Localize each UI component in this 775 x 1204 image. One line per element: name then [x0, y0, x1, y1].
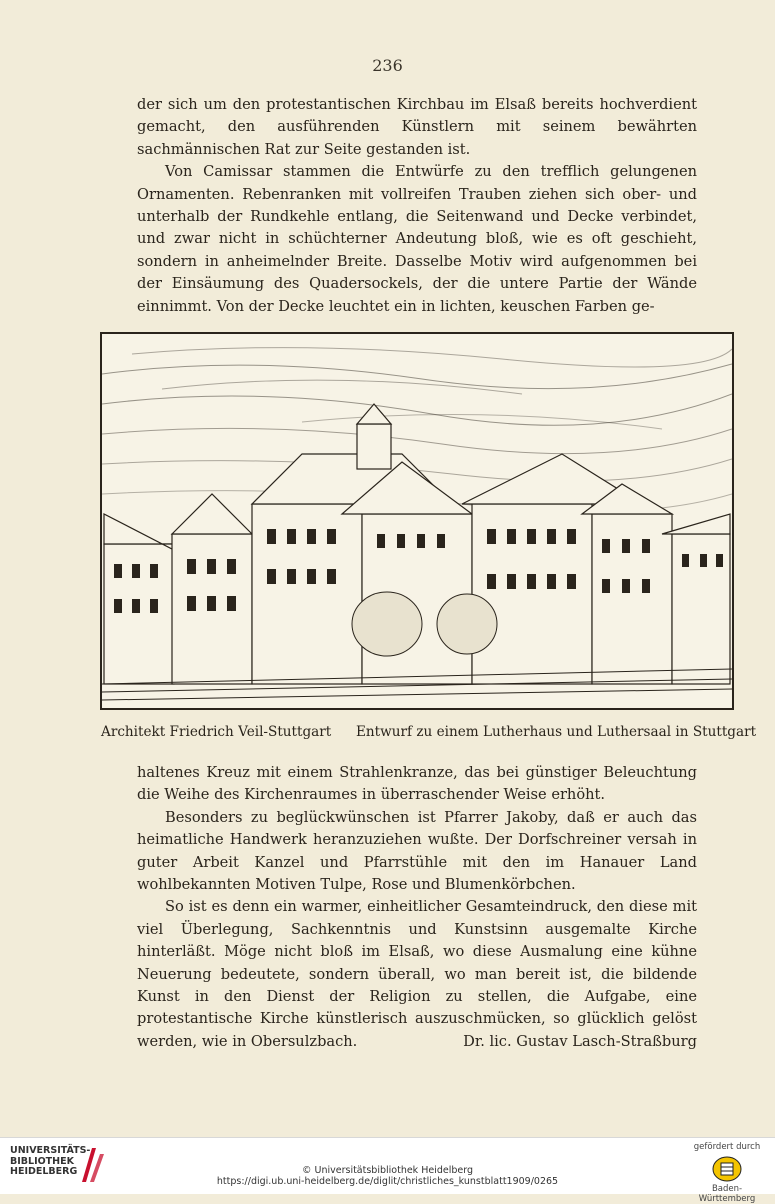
funder-block [687, 1142, 767, 1204]
author-signature: Dr. lic. Gustav Lasch-Straßburg [463, 1032, 697, 1050]
permalink[interactable]: https://digi.ub.uni-heidelberg.de/diglit/christliches_kunstblatt1909/0265 [216, 1176, 559, 1187]
page-number: 236 [372, 56, 403, 75]
paragraph: Von Camissar stammen die Entwürfe zu den trefflich gelungenen Ornamenten. Rebenranken mit vollreifen Trauben ziehen sich ober- und unterhalb der Rundkehle entlang, die Seitenwand und Decke verbindet, und zwar nicht in schüchterner Andeutung bloß, wie es oft geschieht, sondern in anheimelnder Breite. Dasselbe Motiv wird aufgenommen bei der Einsäumung des Quadersockels, der die untere Partie der Wände einnimmt. Von der Decke leuchtet ein in lichten, keuschen Farben ge- [137, 163, 697, 315]
caption-title: Entwurf zu einem Lutherhaus und Luthersaal in Stuttgart [356, 724, 757, 740]
body-text-bottom [137, 762, 697, 1053]
funded-by-label: gefördert durch [693, 1142, 761, 1152]
library-name-line: BIBLIOTHEK [10, 1155, 74, 1167]
body-text-top [137, 94, 697, 318]
paragraph [137, 896, 697, 1053]
funder-name: Baden-Württemberg [698, 1184, 756, 1204]
paragraph: haltenes Kreuz mit einem Strahlenkranze, das bei günstiger Beleuchtung die Weihe des Kirchenraumes in überraschender Weise erhöht. [137, 764, 697, 804]
library-name-line: HEIDELBERG [10, 1166, 78, 1177]
caption-architect: Architekt Friedrich Veil-Stuttgart [101, 724, 332, 740]
building-drawing [102, 334, 732, 708]
paragraph: Besonders zu beglückwünschen ist Pfarrer Jakoby, daß er auch das heimatliche Handwerk heranzuziehen wußte. Der Dorfschreiner versah in guter Arbeit Kanzel und Pfarrstühle mit den im Hanauer Land wohlbekannten Motiven Tulpe, Rose und Blumenkörbchen. [137, 808, 697, 894]
paragraph: der sich um den protestantischen Kirchbau im Elsaß bereits hochverdient gemacht, den ausführenden Künstlern mit seinem bewährten sachmännischen Rat zur Seite gestanden ist. [137, 96, 697, 158]
digitization-footer [0, 1137, 775, 1204]
paragraph-text: So ist es denn ein warmer, einheitlicher Gesamteindruck, den diese mit viel Überlegung, Sachkenntnis und Kunstsinn ausgemalte Kirche hinterläßt. Möge nicht bloß im Elsaß, wo diese Ausmalung eine kühne Neuerung bedeutete, sondern überall, wo man bereit ist, die bildende Kunst in den Dienst der Religion zu stellen, die Aufgabe, eine protestantische Kirche künstlerisch auszuschmücken, so glücklich gelöst werden, wie in Obersulzbach. [137, 898, 697, 1050]
architecture-illustration [100, 332, 734, 710]
library-name-line: UNIVERSITÄTS- [10, 1145, 91, 1156]
crest-icon[interactable] [712, 1156, 742, 1182]
copyright-text: © Universitätsbibliothek Heidelberg [301, 1165, 473, 1176]
